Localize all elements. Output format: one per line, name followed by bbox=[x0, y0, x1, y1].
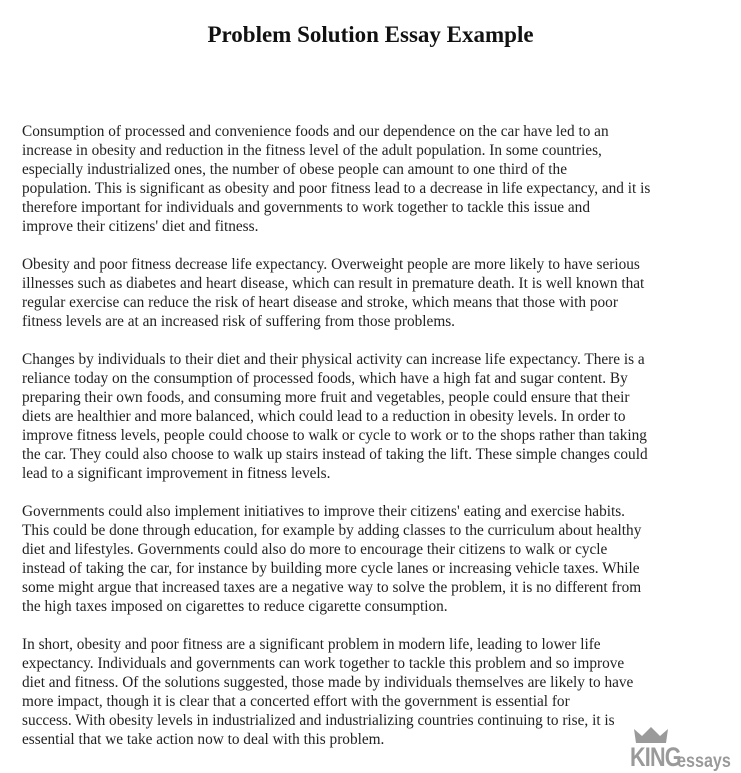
text-line: reliance today on the consumption of processed foods, which have a high fat and sugar content. By bbox=[22, 370, 628, 387]
text-line: increase in obesity and reduction in the fitness level of the adult population. In some countries, bbox=[22, 142, 602, 159]
text-line: the high taxes imposed on cigarettes to reduce cigarette consumption. bbox=[22, 598, 448, 615]
logo-king: KING bbox=[630, 742, 681, 772]
text-line: Governments could also implement initiatives to improve their citizens' eating and exercise habits. bbox=[22, 503, 625, 520]
text-line: improve their citizens' diet and fitness. bbox=[22, 218, 259, 235]
text-line: expectancy. Individuals and governments can work together to tackle this problem and so improve bbox=[22, 655, 625, 672]
text-line: Consumption of processed and convenience foods and our dependence on the car have led to an bbox=[22, 123, 609, 140]
text-line: instead of taking the car, for instance by building more cycle lanes or increasing vehicle taxes. While bbox=[22, 560, 640, 577]
text-line: population. This is significant as obesity and poor fitness lead to a decrease in life expectancy, and it is bbox=[22, 180, 651, 197]
text-line: improve fitness levels, people could choose to walk or cycle to work or to the shops rather than taking bbox=[22, 427, 647, 444]
king-essays-logo bbox=[630, 727, 740, 773]
paragraph bbox=[22, 255, 650, 331]
text-line: Changes by individuals to their diet and their physical activity can increase life expectancy. There is a bbox=[22, 351, 645, 368]
crown-icon bbox=[634, 727, 668, 743]
text-line: some might argue that increased taxes are a negative way to solve the problem, it is no different from bbox=[22, 579, 642, 596]
text-line: essential that we take action now to deal with this problem. bbox=[22, 731, 385, 748]
text-line: fitness levels are at an increased risk of suffering from those problems. bbox=[22, 313, 455, 330]
document-title: Problem Solution Essay Example bbox=[207, 22, 534, 47]
text-line: preparing their own foods, and consuming more fruit and vegetables, people could ensure that their bbox=[22, 389, 630, 406]
text-line: diet and fitness. Of the solutions suggested, those made by individuals themselves are likely to have bbox=[22, 674, 634, 691]
paragraph bbox=[22, 122, 650, 236]
text-line: success. With obesity levels in industrialized and industrializing countries continuing to rise, it is bbox=[22, 712, 615, 729]
text-line: diet and lifestyles. Governments could also do more to encourage their citizens to walk or cycle bbox=[22, 541, 608, 558]
text-line: lead to a significant improvement in fitness levels. bbox=[22, 465, 331, 482]
paragraph bbox=[22, 635, 650, 749]
text-line: therefore important for individuals and governments to work together to tackle this issue and bbox=[22, 199, 590, 216]
essay-body bbox=[22, 122, 650, 768]
text-line: more impact, though it is clear that a concerted effort with the government is essential for bbox=[22, 693, 570, 710]
text-line: This could be done through education, for example by adding classes to the curriculum about healthy bbox=[22, 522, 642, 539]
paragraph bbox=[22, 350, 650, 483]
text-line: In short, obesity and poor fitness are a significant problem in modern life, leading to lower life bbox=[22, 636, 601, 653]
text-line: diets are healthier and more balanced, which could lead to a reduction in obesity levels. In order to bbox=[22, 408, 626, 425]
text-line: Obesity and poor fitness decrease life expectancy. Overweight people are more likely to have serious bbox=[22, 256, 640, 273]
logo-essays: essays bbox=[677, 751, 731, 772]
paragraph bbox=[22, 502, 650, 616]
text-line: especially industrialized ones, the number of obese people can amount to one third of the bbox=[22, 161, 567, 178]
text-line: regular exercise can reduce the risk of heart disease and stroke, which means that those with poor bbox=[22, 294, 618, 311]
text-line: illnesses such as diabetes and heart disease, which can result in premature death. It is well known that bbox=[22, 275, 645, 292]
text-line: the car. They could also choose to walk up stairs instead of taking the lift. These simple changes could bbox=[22, 446, 648, 463]
